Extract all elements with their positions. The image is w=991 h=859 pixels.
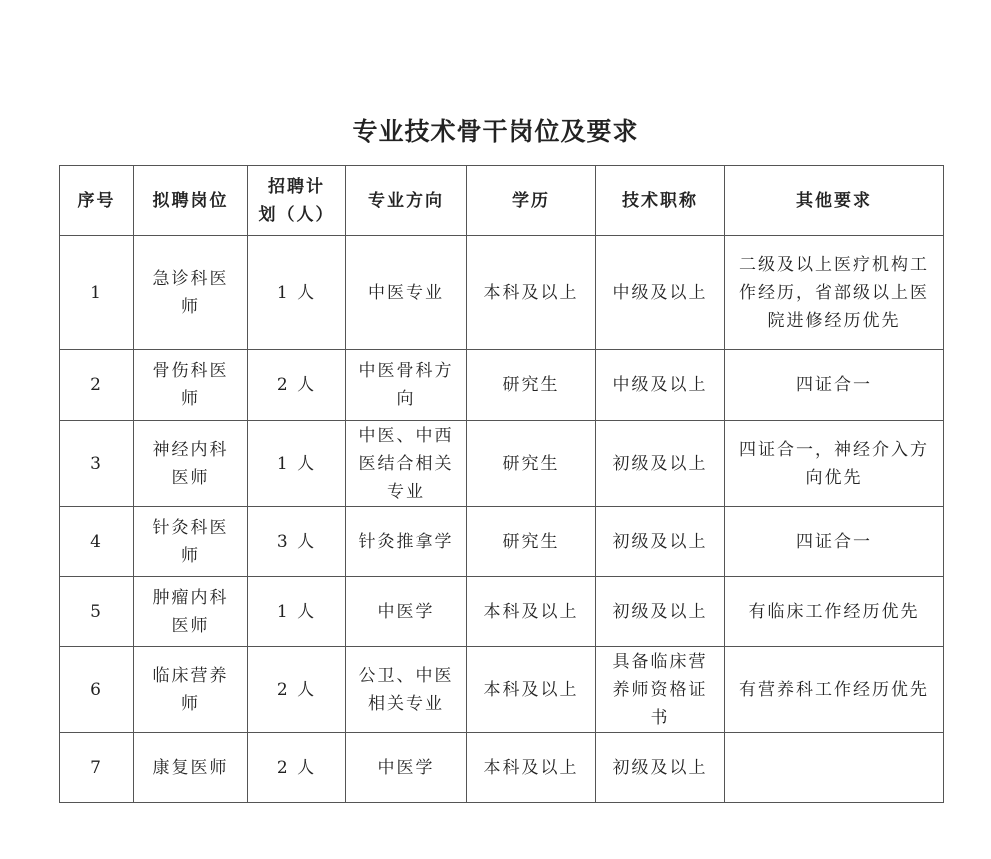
cell-index: 6 bbox=[60, 647, 134, 733]
header-plan: 招聘计 划（人） bbox=[248, 166, 346, 236]
header-position: 拟聘岗位 bbox=[134, 166, 248, 236]
document-title: 专业技术骨干岗位及要求 bbox=[352, 117, 639, 146]
cell-plan: 1 人 bbox=[248, 421, 346, 507]
table-row bbox=[60, 421, 944, 507]
cell-other bbox=[725, 733, 944, 803]
cell-major: 中医骨科方 向 bbox=[346, 350, 467, 421]
cell-education: 研究生 bbox=[467, 350, 596, 421]
cell-major: 公卫、中医 相关专业 bbox=[346, 647, 467, 733]
cell-major: 针灸推拿学 bbox=[346, 507, 467, 577]
cell-education: 本科及以上 bbox=[467, 577, 596, 647]
cell-title: 中级及以上 bbox=[596, 236, 725, 350]
cell-education: 研究生 bbox=[467, 421, 596, 507]
cell-position: 临床营养 师 bbox=[134, 647, 248, 733]
cell-other: 有临床工作经历优先 bbox=[725, 577, 944, 647]
cell-other: 有营养科工作经历优先 bbox=[725, 647, 944, 733]
table-row bbox=[60, 350, 944, 421]
cell-major: 中医专业 bbox=[346, 236, 467, 350]
cell-index: 2 bbox=[60, 350, 134, 421]
cell-other: 四证合一 bbox=[725, 350, 944, 421]
cell-plan: 2 人 bbox=[248, 350, 346, 421]
cell-plan: 2 人 bbox=[248, 647, 346, 733]
table-header-row bbox=[60, 166, 944, 236]
table-row bbox=[60, 647, 944, 733]
cell-index: 4 bbox=[60, 507, 134, 577]
cell-other: 四证合一 bbox=[725, 507, 944, 577]
positions-table bbox=[59, 165, 944, 803]
cell-position: 神经内科 医师 bbox=[134, 421, 248, 507]
cell-position: 急诊科医 师 bbox=[134, 236, 248, 350]
cell-plan: 2 人 bbox=[248, 733, 346, 803]
cell-education: 研究生 bbox=[467, 507, 596, 577]
cell-position: 康复医师 bbox=[134, 733, 248, 803]
cell-title: 初级及以上 bbox=[596, 507, 725, 577]
header-major: 专业方向 bbox=[346, 166, 467, 236]
cell-major: 中医、中西 医结合相关 专业 bbox=[346, 421, 467, 507]
cell-index: 5 bbox=[60, 577, 134, 647]
cell-major: 中医学 bbox=[346, 577, 467, 647]
cell-major: 中医学 bbox=[346, 733, 467, 803]
header-title: 技术职称 bbox=[596, 166, 725, 236]
cell-index: 1 bbox=[60, 236, 134, 350]
cell-plan: 1 人 bbox=[248, 236, 346, 350]
table-row bbox=[60, 507, 944, 577]
cell-index: 3 bbox=[60, 421, 134, 507]
table-row bbox=[60, 733, 944, 803]
cell-title: 具备临床营 养师资格证 书 bbox=[596, 647, 725, 733]
cell-index: 7 bbox=[60, 733, 134, 803]
table-row bbox=[60, 236, 944, 350]
cell-position: 肿瘤内科 医师 bbox=[134, 577, 248, 647]
table-row bbox=[60, 577, 944, 647]
header-other: 其他要求 bbox=[725, 166, 944, 236]
header-education: 学历 bbox=[467, 166, 596, 236]
cell-position: 骨伤科医 师 bbox=[134, 350, 248, 421]
header-index: 序号 bbox=[60, 166, 134, 236]
cell-title: 初级及以上 bbox=[596, 577, 725, 647]
cell-education: 本科及以上 bbox=[467, 733, 596, 803]
cell-position: 针灸科医 师 bbox=[134, 507, 248, 577]
cell-title: 中级及以上 bbox=[596, 350, 725, 421]
cell-education: 本科及以上 bbox=[467, 236, 596, 350]
cell-plan: 3 人 bbox=[248, 507, 346, 577]
cell-title: 初级及以上 bbox=[596, 421, 725, 507]
cell-plan: 1 人 bbox=[248, 577, 346, 647]
cell-other: 四证合一，神经介入方 向优先 bbox=[725, 421, 944, 507]
cell-other: 二级及以上医疗机构工 作经历，省部级以上医 院进修经历优先 bbox=[725, 236, 944, 350]
cell-title: 初级及以上 bbox=[596, 733, 725, 803]
cell-education: 本科及以上 bbox=[467, 647, 596, 733]
